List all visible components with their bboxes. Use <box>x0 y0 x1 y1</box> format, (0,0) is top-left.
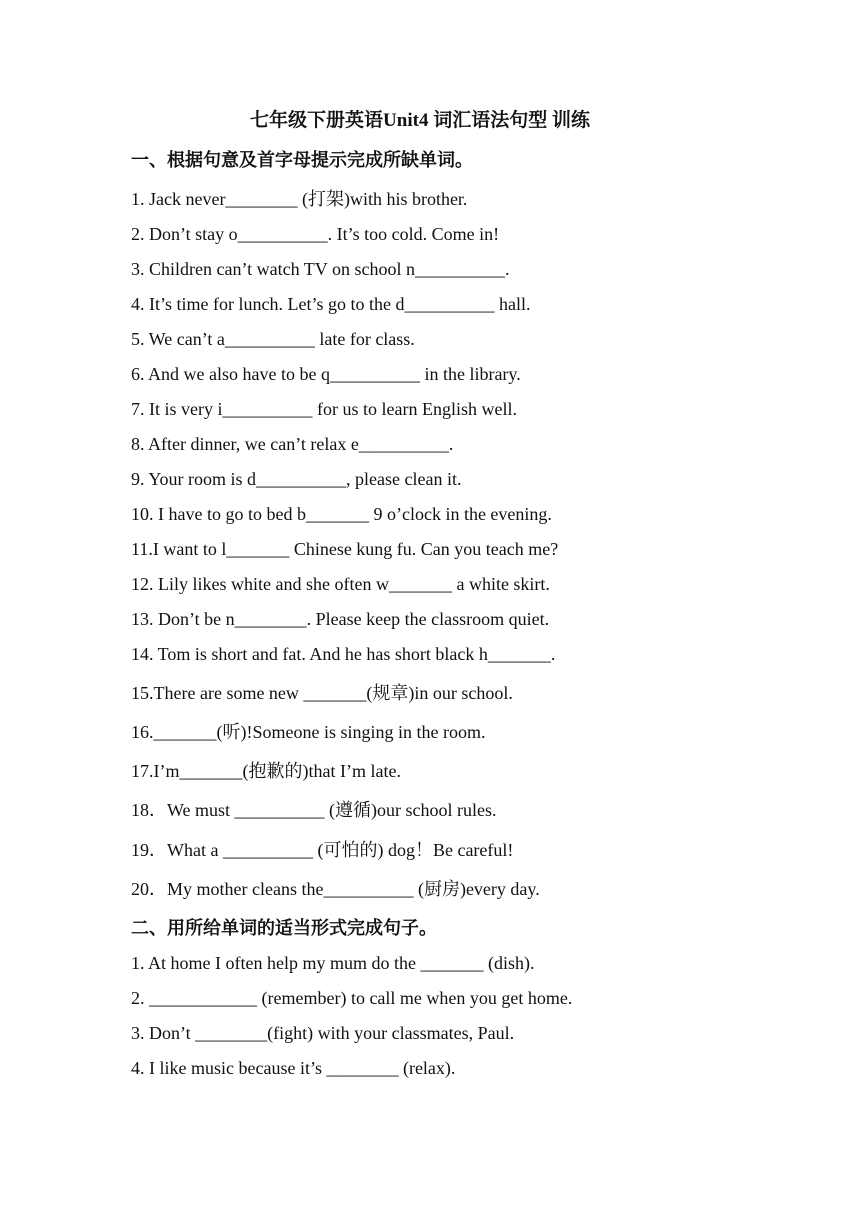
exercise-line: 13. Don’t be n________. Please keep the classroom quiet. <box>131 609 550 629</box>
exercise-line: 18．We must __________ (遵循)our school rules. <box>131 800 497 820</box>
section-2-heading: 二、用所给单词的适当形式完成句子。 <box>131 918 437 938</box>
exercise-line: 4. I like music because it’s ________ (relax). <box>131 1058 456 1078</box>
exercise-line: 6. And we also have to be q__________ in the library. <box>131 364 521 384</box>
exercise-line: 5. We can’t a__________ late for class. <box>131 329 415 349</box>
exercise-line: 2. Don’t stay o__________. It’s too cold. Come in! <box>131 224 500 244</box>
exercise-line: 1. Jack never________ (打架)with his brother. <box>131 189 468 209</box>
exercise-line: 8. After dinner, we can’t relax e__________. <box>131 434 454 454</box>
exercise-line: 3. Don’t ________(fight) with your classmates, Paul. <box>131 1023 515 1043</box>
exercise-line: 15.There are some new _______(规章)in our school. <box>131 683 513 703</box>
worksheet-title: 七年级下册英语Unit4 词汇语法句型 训练 <box>250 110 590 131</box>
exercise-line: 4. It’s time for lunch. Let’s go to the d__________ hall. <box>131 294 531 314</box>
exercise-line: 11.I want to l_______ Chinese kung fu. Can you teach me? <box>131 539 559 559</box>
exercise-line: 3. Children can’t watch TV on school n__________. <box>131 259 510 279</box>
exercise-line: 14. Tom is short and fat. And he has short black h_______. <box>131 644 556 664</box>
section-1-heading: 一、根据句意及首字母提示完成所缺单词。 <box>131 150 473 170</box>
exercise-line: 2. ____________ (remember) to call me when you get home. <box>131 988 573 1008</box>
exercise-line: 12. Lily likes white and she often w_______ a white skirt. <box>131 574 550 594</box>
exercise-line: 7. It is very i__________ for us to learn English well. <box>131 399 517 419</box>
exercise-line: 16._______(听)!Someone is singing in the room. <box>131 722 486 742</box>
exercise-line: 20．My mother cleans the__________ (厨房)every day. <box>131 879 540 899</box>
exercise-line: 10. I have to go to bed b_______ 9 o’clock in the evening. <box>131 504 552 524</box>
exercise-line: 9. Your room is d__________, please clean it. <box>131 469 462 489</box>
exercise-line: 19．What a __________ (可怕的) dog！Be careful! <box>131 840 514 860</box>
exercise-line: 1. At home I often help my mum do the _______ (dish). <box>131 953 535 973</box>
exercise-line: 17.I’m_______(抱歉的)that I’m late. <box>131 761 401 781</box>
